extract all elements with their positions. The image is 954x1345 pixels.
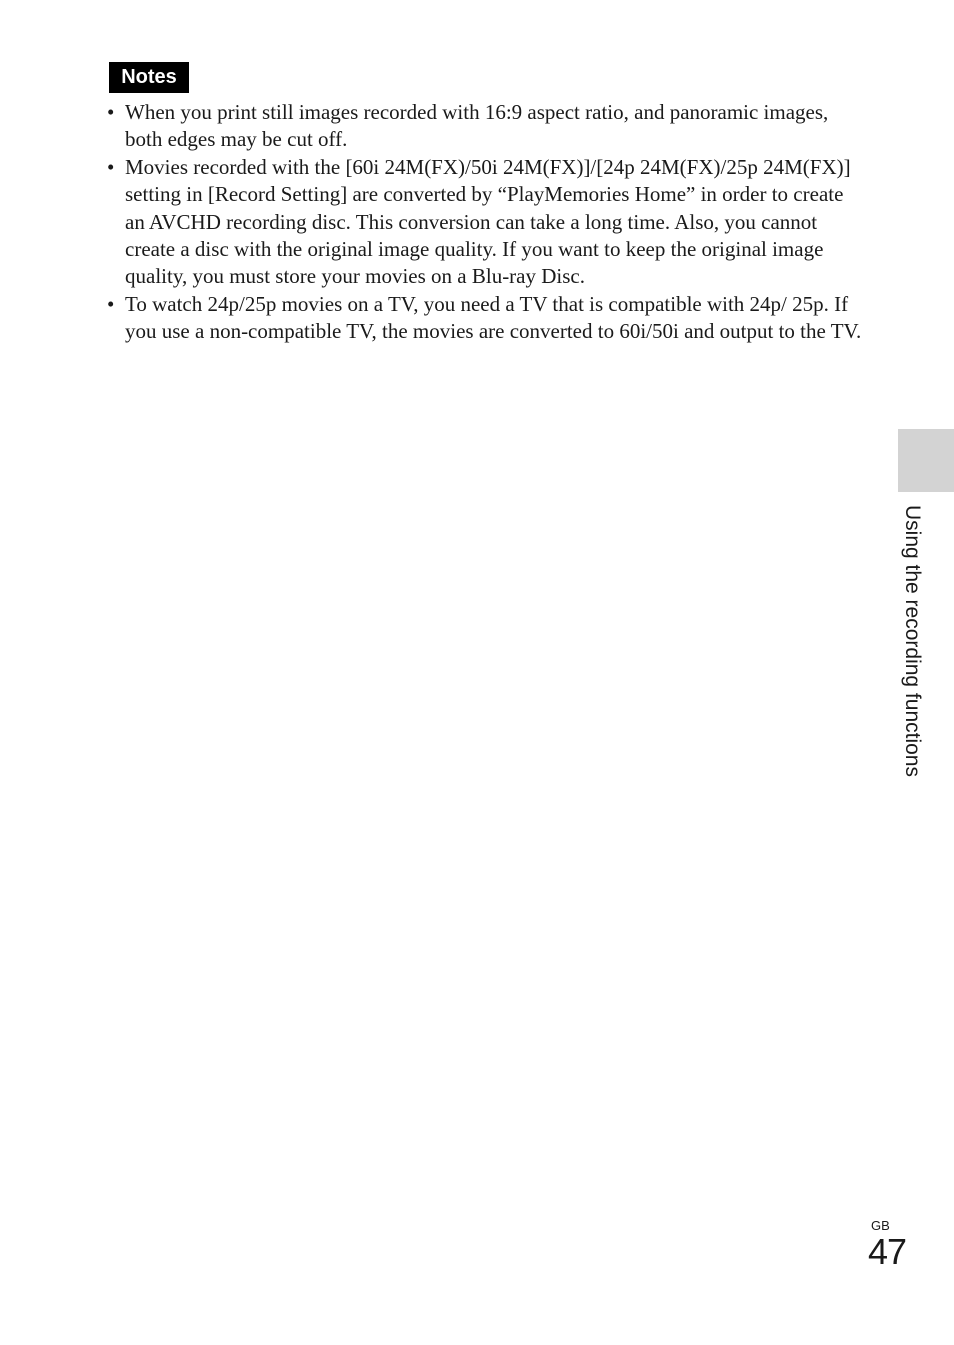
notes-list [107,99,867,346]
notes-heading: Notes [109,62,189,93]
page-number: 47 [868,1231,907,1272]
section-label: Using the recording functions [901,505,924,777]
bullet-marker: • [107,291,115,316]
language-code: GB [871,1218,890,1233]
note-item [107,154,867,291]
note-item [107,291,867,346]
note-text: To watch 24p/25p movies on a TV, you need a TV that is compatible with 24p/ 25p. If you use a non-compatible TV, the movies are converted to 60i/50i and output to the TV. [125,291,862,344]
bullet-marker: • [107,100,115,124]
note-text: When you print still images recorded with 16:9 aspect ratio, and panoramic images, both edges may be cut off. [125,100,829,152]
note-item [107,99,867,154]
note-text: Movies recorded with the [60i 24M(FX)/50i 24M(FX)]/[24p 24M(FX)/25p 24M(FX)] setting in [Record Setting] are converted by “PlayMemories Home” in order to create an AVCHD recording disc. This conversion can take a long time. Also, you cannot create a disc with the original image quality. If you want to keep the original image quality, you must store your movies on a Blu-ray Disc. [125,154,851,289]
section-tab-marker [898,429,954,492]
bullet-marker: • [107,154,115,179]
